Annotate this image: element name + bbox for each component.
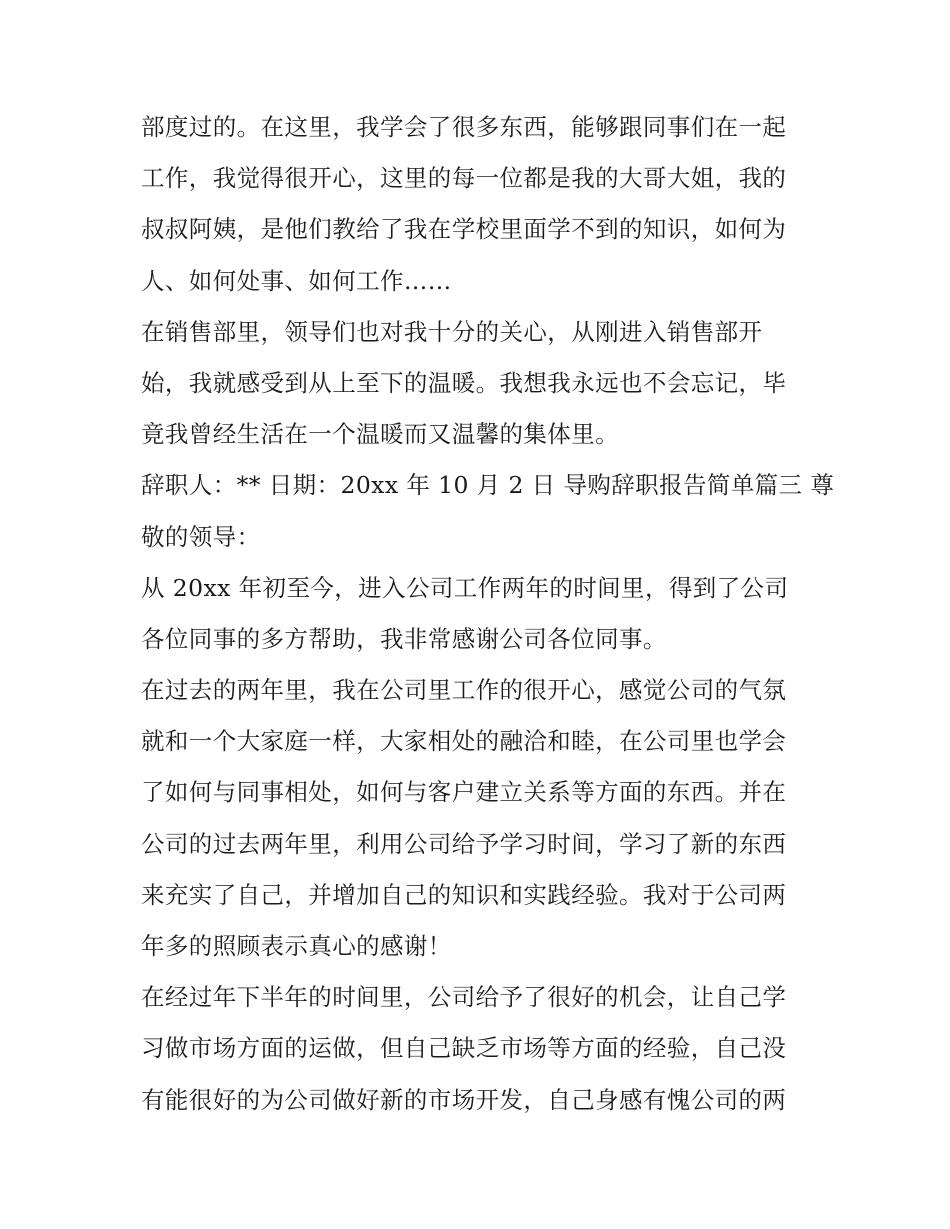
text-line: 叔叔阿姨，是他们教给了我在学校里面学不到的知识，如何为 — [141, 215, 787, 244]
text-line: 在经过年下半年的时间里，公司给予了很好的机会，让自己学 — [141, 983, 787, 1012]
text-line: 习做市场方面的运做，但自己缺乏市场等方面的经验，自己没 — [141, 1034, 787, 1063]
text-line: 工作，我觉得很开心，这里的每一位都是我的大哥大姐，我的 — [141, 164, 787, 193]
text-line: 公司的过去两年里，利用公司给予学习时间，学习了新的东西 — [141, 829, 787, 858]
text-line: 部度过的。在这里，我学会了很多东西，能够跟同事们在一起 — [141, 113, 787, 141]
text-line: 从 20xx 年初至今，进入公司工作两年的时间里，得到了公司 — [141, 573, 789, 602]
text-line: 年多的照顾表示真心的感谢！ — [141, 932, 452, 960]
text-line: 有能很好的为公司做好新的市场开发，自己身感有愧公司的两 — [141, 1085, 787, 1114]
text-line: 就和一个大家庭一样，大家相处的融洽和睦，在公司里也学会 — [141, 727, 787, 756]
text-line: 始，我就感受到从上至下的温暖。我想我永远也不会忘记，毕 — [141, 368, 787, 397]
text-line: 在过去的两年里，我在公司里工作的很开心，感觉公司的气氛 — [141, 676, 787, 705]
text-line: 了如何与同事相处，如何与客户建立关系等方面的东西。并在 — [141, 778, 787, 807]
text-line: 辞职人：** 日期：20xx 年 10 月 2 日 导购辞职报告简单篇三 尊 — [141, 471, 835, 500]
document-body — [141, 102, 835, 1126]
text-line: 来充实了自己，并增加自己的知识和实践经验。我对于公司两 — [141, 880, 787, 909]
text-line: 人、如何处事、如何工作…… — [141, 266, 452, 295]
text-line: 在销售部里，领导们也对我十分的关心，从刚进入销售部开 — [141, 317, 763, 346]
text-line: 竟我曾经生活在一个温暖而又温馨的集体里。 — [141, 420, 619, 449]
text-line: 敬的领导： — [141, 522, 261, 551]
text-line: 各位同事的多方帮助，我非常感谢公司各位同事。 — [141, 624, 667, 653]
